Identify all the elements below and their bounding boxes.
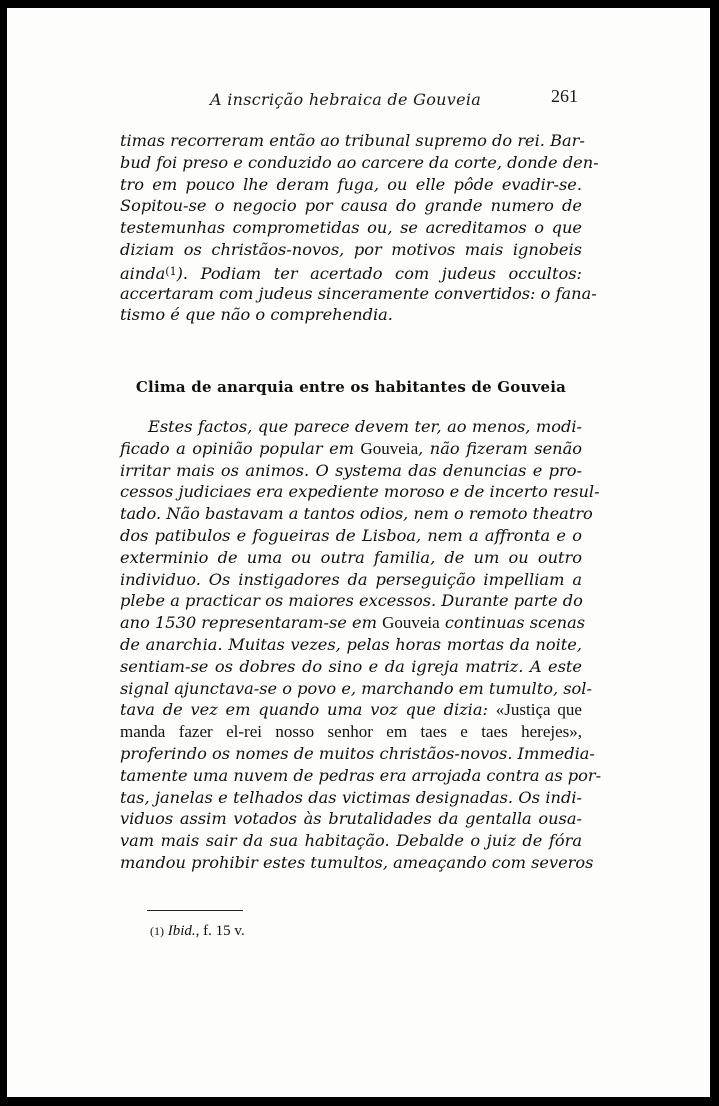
text-line: tado. Não bastavam a tantos odios, nem o remoto theatro <box>120 504 593 524</box>
text-line: tamente uma nuvem de pedras era arrojada contra as por- <box>120 765 602 785</box>
text-line: mandou prohibir estes tumultos, ameaçando com severos <box>120 852 594 872</box>
text-line <box>120 612 586 634</box>
text-line <box>120 721 582 743</box>
text-line: bud foi preso e conduzido ao carcere da corte, donde den- <box>120 152 599 172</box>
text-line: exterminio de uma ou outra familia, de um ou outro <box>120 547 582 567</box>
text-fragment: , não fizeram senão <box>418 438 582 458</box>
text-line: dos patibulos e fogueiras de Lisboa, nem a affronta e o <box>120 525 582 545</box>
footnote-reference: (1 <box>165 264 177 278</box>
text-line: diziam os christãos-novos, por motivos mais ignobeis <box>120 239 582 259</box>
text-line: tro em pouco lhe deram fuga, ou elle pôde evadir-se. <box>120 174 582 194</box>
footnote-divider <box>147 910 243 911</box>
text-line: Sopitou-se o negocio por causa do grande numero de <box>120 196 582 216</box>
running-head <box>207 86 637 112</box>
text-fragment: continuas scenas <box>444 613 586 633</box>
text-line: proferindo os nomes de muitos christãos-novos. Immedia- <box>120 743 595 763</box>
paragraph-continued <box>120 130 599 326</box>
text-fragment: ainda <box>120 263 166 283</box>
text-fragment: tava de vez em quando uma voz que dizia: <box>120 700 488 720</box>
text-line: signal ajunctava-se o povo e, marchando em tumulto, sol- <box>120 678 592 698</box>
text-line <box>120 261 582 283</box>
text-fragment: ). Podiam ter acertado com judeus occultos: <box>176 263 582 283</box>
text-line: tismo é que não o comprehendia. <box>120 305 393 325</box>
place-name: Gouveia <box>382 613 440 633</box>
text-line <box>120 699 582 721</box>
place-name: Gouveia <box>360 438 419 458</box>
text-line: irritar mais os animos. O systema das denuncias e pro- <box>120 460 582 480</box>
text-line: plebe a practicar os maiores excessos. Durante parte do <box>120 591 583 611</box>
footnote-citation: , f. 15 v. <box>195 923 245 939</box>
text-line: vam mais sair da sua habitação. Debalde o juiz de fóra <box>120 831 582 851</box>
text-line: individuo. Os instigadores da perseguição impelliam a <box>120 569 582 589</box>
quoted-speech: «Justiça que <box>495 700 582 720</box>
text-line <box>120 438 582 460</box>
footnote-reference-text: Ibid. <box>167 923 196 939</box>
section-heading: Clima de anarquia entre os habitantes de Gouveia <box>135 378 567 396</box>
text-line: de anarchia. Muitas vezes, pelas horas mortas da noite, <box>120 634 582 654</box>
paragraph-main <box>120 416 602 874</box>
quoted-speech: manda fazer el-rei nosso senhor em taes e taes herejes», <box>120 722 582 742</box>
text-line: sentiam-se os dobres do sino e da igreja matriz. A este <box>120 656 582 676</box>
text-line: testemunhas comprometidas ou, se acreditamos o que <box>120 218 582 238</box>
text-line: Estes factos, que parece devem ter, ao menos, modi- <box>148 417 582 436</box>
text-line: viduos assim votados às brutalidades da gentalla ousa- <box>120 809 582 829</box>
footnote-mark: (1) <box>150 924 164 938</box>
text-line: timas recorreram então ao tribunal supremo do rei. Bar- <box>120 131 585 150</box>
page-number: 261 <box>551 86 578 106</box>
text-fragment: ano 1530 representaram-se em <box>120 613 377 633</box>
text-line: accertaram com judeus sinceramente convertidos: o fana- <box>120 283 597 303</box>
footnote <box>150 923 245 940</box>
running-head-title: A inscrição hebraica de Gouveia <box>210 90 482 109</box>
text-line: tas, janelas e telhados das victimas designadas. Os indi- <box>120 787 582 807</box>
text-fragment: ficado a opinião popular em <box>120 438 355 458</box>
text-line: cessos judiciaes era expediente moroso e de incerto resul- <box>120 482 600 502</box>
